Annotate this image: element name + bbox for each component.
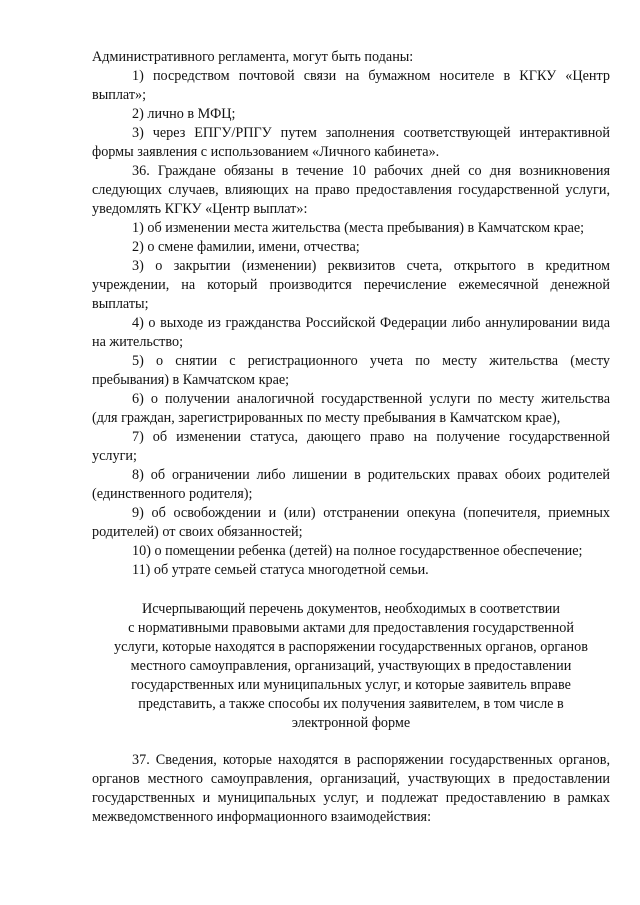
paragraph-item-36: 36. Граждане обязаны в течение 10 рабочих дней со дня возникновения следующих случаев, влияющих на право предоставления государственной услуги, уведомлять КГКУ «Центр выплат»: <box>92 163 610 217</box>
paragraph-submission-way-2: 2) лично в МФЦ; <box>132 106 236 122</box>
section-heading-line: местного самоуправления, организаций, участвующих в предоставлении <box>130 658 572 674</box>
paragraph-case-2: 2) о смене фамилии, имени, отчества; <box>132 239 360 255</box>
paragraph-intro: Административного регламента, могут быть поданы: <box>92 49 414 65</box>
paragraph-case-7: 7) об изменении статуса, дающего право на получение государственной услуги; <box>92 429 610 464</box>
paragraph-case-6: 6) о получении аналогичной государственной услуги по месту жительства (для граждан, зарегистрированных по месту пребывания в Камчатском крае), <box>92 391 610 426</box>
paragraph-case-10: 10) о помещении ребенка (детей) на полное государственное обеспечение; <box>132 543 583 559</box>
paragraph-case-1: 1) об изменении места жительства (места пребывания) в Камчатском крае; <box>132 220 585 236</box>
section-heading-line: Исчерпывающий перечень документов, необходимых в соответствии <box>142 601 560 617</box>
section-heading-line: государственных или муниципальных услуг, и которые заявитель вправе <box>131 677 571 693</box>
section-heading-line: с нормативными правовыми актами для предоставления государственной <box>128 620 574 636</box>
paragraph-submission-way-1: 1) посредством почтовой связи на бумажном носителе в КГКУ «Центр выплат»; <box>92 68 610 103</box>
paragraph-case-11: 11) об утрате семьей статуса многодетной семьи. <box>132 562 429 578</box>
paragraph-case-4: 4) о выходе из гражданства Российской Федерации либо аннулировании вида на жительство; <box>92 315 610 350</box>
paragraph-item-37: 37. Сведения, которые находятся в распоряжении государственных органов, органов местного самоуправления, организаций, участвующих в предоставлении государственных и муниципальных услуг, и подлежат предоставлению в рамках межведомственного информационного взаимодействия: <box>92 752 610 825</box>
paragraph-case-5: 5) о снятии с регистрационного учета по месту жительства (месту пребывания) в Камчатском крае; <box>92 353 610 388</box>
document-body <box>92 48 610 827</box>
paragraph-case-3: 3) о закрытии (изменении) реквизитов счета, открытого в кредитном учреждении, на который производится перечисление ежемесячной денежной выплаты; <box>92 258 610 312</box>
paragraph-case-9: 9) об освобождении и (или) отстранении опекуна (попечителя, приемных родителей) от своих обязанностей; <box>92 505 610 540</box>
paragraph-case-8: 8) об ограничении либо лишении в родительских правах обоих родителей (единственного родителя); <box>92 467 610 502</box>
paragraph-submission-way-3: 3) через ЕПГУ/РПГУ путем заполнения соответствующей интерактивной формы заявления с использованием «Личного кабинета». <box>92 125 610 160</box>
section-heading-line: электронной форме <box>291 715 411 731</box>
section-heading <box>92 600 610 733</box>
section-heading-line: услуги, которые находятся в распоряжении государственных органов, органов <box>114 639 588 655</box>
section-heading-line: представить, а также способы их получения заявителем, в том числе в <box>138 696 564 712</box>
